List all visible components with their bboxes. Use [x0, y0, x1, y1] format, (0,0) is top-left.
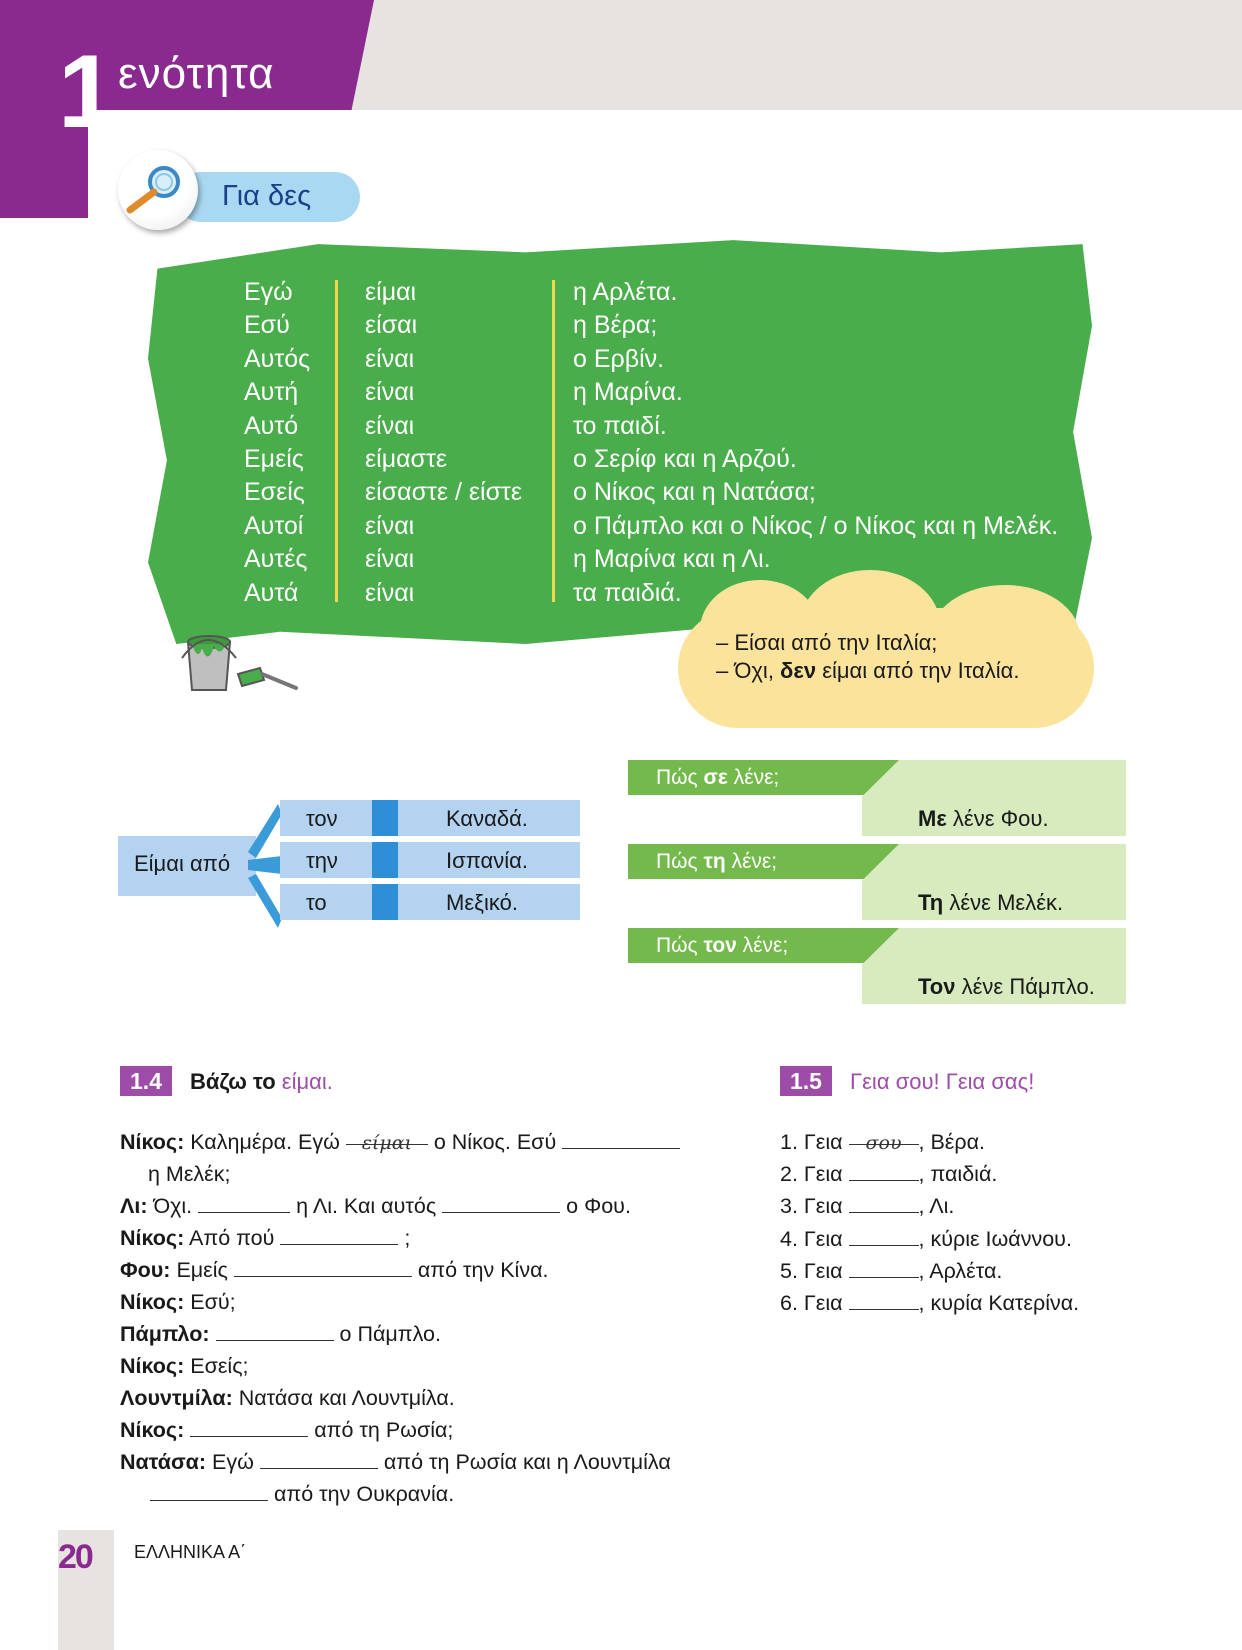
answer-blank[interactable] — [150, 1482, 268, 1501]
verb-form: είσαστε / είστε — [365, 478, 523, 507]
pronoun: Αυτό — [244, 411, 299, 440]
pronoun: Αυτή — [244, 378, 299, 407]
verb-form: είμαι — [365, 278, 417, 306]
greeting-item: 2. Γεια , παιδιά. — [780, 1162, 998, 1187]
answer-blank[interactable] — [198, 1194, 290, 1213]
question-text: Πώς τον λένε; — [656, 934, 789, 957]
origin-divider — [372, 800, 398, 836]
exercise-line: Νατάσα: Εγώ από τη Ρωσία και η Λουντμίλα — [120, 1450, 671, 1474]
pronoun: Αυτός — [244, 344, 311, 373]
subject-name: τα παιδιά. — [573, 578, 682, 607]
answer-text: Με λένε Φου. — [918, 806, 1049, 831]
origin-divider — [372, 884, 398, 920]
origin-country: Καναδά. — [446, 806, 528, 831]
exercise-line: Νίκος: Εσύ; — [120, 1290, 236, 1314]
answer-blank[interactable] — [190, 1418, 308, 1437]
subject-name: η Βέρα; — [573, 311, 658, 340]
exercise-line: από την Ουκρανία. — [150, 1478, 454, 1510]
subject-name: η Μαρίνα και η Λι. — [573, 545, 771, 574]
subject-name: το παιδί. — [573, 411, 667, 440]
subject-name: ο Σερίφ και η Αρζού. — [573, 445, 797, 473]
verb-form: είσαι — [365, 311, 418, 340]
answer-blank[interactable] — [849, 1291, 919, 1310]
pronoun: Εγώ — [244, 278, 293, 306]
exercise-line: η Μελέκ; — [148, 1162, 231, 1186]
greeting-item: 4. Γεια , κύριε Ιωάννου. — [780, 1226, 1072, 1251]
bubble-line-1: – Είσαι από την Ιταλία; — [716, 630, 938, 655]
answer-blank[interactable] — [849, 1194, 919, 1213]
column-divider — [335, 280, 338, 602]
answer-blank[interactable] — [260, 1450, 378, 1469]
pronoun: Εσύ — [244, 311, 290, 340]
exercise-number: 1.5 — [780, 1066, 832, 1096]
exercise-line: Νίκος: Εσείς; — [120, 1354, 249, 1378]
exercise-number: 1.4 — [120, 1066, 172, 1096]
pronoun: Εμείς — [244, 445, 304, 473]
exercise-title: Βάζω το είμαι. — [190, 1069, 333, 1094]
column-divider — [552, 280, 555, 602]
greeting-item: 3. Γεια , Λι. — [780, 1194, 955, 1219]
origin-country: Μεξικό. — [446, 890, 518, 915]
answer-blank[interactable] — [849, 1259, 919, 1278]
exercise-line: Λι: Όχι. η Λι. Και αυτός ο Φου. — [120, 1194, 631, 1218]
answer-blank[interactable] — [216, 1322, 334, 1341]
verb-form: είναι — [365, 511, 415, 540]
answer-blank[interactable] — [849, 1227, 919, 1246]
greeting-item: 5. Γεια , Αρλέτα. — [780, 1258, 1003, 1283]
greeting-item: 1. Γεια σου , Βέρα. — [780, 1126, 985, 1158]
pronoun: Αυτοί — [244, 511, 304, 540]
answer-blank[interactable] — [442, 1194, 560, 1213]
pronoun: Αυτά — [244, 578, 299, 607]
verb-form: είναι — [365, 578, 415, 607]
greeting-item: 6. Γεια , κυρία Κατερίνα. — [780, 1291, 1080, 1315]
exercise-line: Πάμπλο: ο Πάμπλο. — [120, 1322, 441, 1346]
exercise-line: Νίκος: Καλημέρα. Εγώ είμαι ο Νίκος. Εσύ — [120, 1126, 680, 1158]
subject-name: η Μαρίνα. — [573, 378, 683, 407]
verb-form: είναι — [365, 411, 415, 440]
section-title: Για δες — [222, 180, 312, 212]
question-text: Πώς σε λένε; — [656, 766, 780, 789]
magnifier-icon — [118, 150, 198, 230]
page-number: 20 — [58, 1538, 92, 1576]
answer-blank[interactable] — [234, 1258, 412, 1277]
unit-number: 1 — [58, 34, 116, 150]
question-text: Πώς τη λένε; — [656, 850, 778, 873]
origin-divider — [372, 842, 398, 878]
answer-text: Τη λένε Μελέκ. — [918, 890, 1064, 915]
branch-arrows — [248, 800, 282, 932]
verb-form: είναι — [365, 545, 415, 574]
exercise-line: Λουντμίλα: Νατάσα και Λουντμίλα. — [120, 1386, 455, 1410]
answer-text: Τον λένε Πάμπλο. — [918, 974, 1095, 999]
answer-blank[interactable] — [849, 1162, 919, 1181]
subject-name: η Αρλέτα. — [573, 278, 678, 306]
origin-article: την — [306, 848, 338, 873]
exercise-line: Νίκος: Από πού ; — [120, 1226, 411, 1250]
unit-title: ενότητα — [118, 49, 275, 98]
origin-stem: Είμαι από — [134, 851, 231, 876]
answer-blank[interactable] — [280, 1226, 398, 1245]
exercise-line: Φου: Εμείς από την Κίνα. — [120, 1258, 549, 1282]
bubble-line-2: – Όχι, δεν είμαι από την Ιταλία. — [716, 658, 1020, 683]
pronoun: Εσείς — [244, 478, 305, 507]
exercise-line: Νίκος: από τη Ρωσία; — [120, 1418, 454, 1442]
subject-name: ο Ερβίν. — [573, 344, 665, 373]
magnifier-badge — [118, 150, 198, 230]
subject-name: ο Πάμπλο και ο Νίκος / ο Νίκος και η Μελέκ. — [573, 511, 1059, 540]
paint-bucket-icon — [178, 628, 303, 698]
origin-article: το — [306, 890, 327, 915]
answer-blank[interactable] — [562, 1130, 680, 1149]
answer-blank[interactable]: σου — [849, 1126, 919, 1145]
verb-form: είναι — [365, 344, 415, 373]
book-title: ΕΛΛΗΝΙΚΑ Α΄ — [134, 1542, 247, 1562]
exercise-title: Γεια σου! Γεια σας! — [850, 1069, 1035, 1094]
pronoun: Αυτές — [244, 545, 308, 574]
answer-blank[interactable]: είμαι — [346, 1126, 428, 1145]
origin-article: τον — [306, 806, 338, 831]
verb-form: είμαστε — [365, 445, 448, 473]
subject-name: ο Νίκος και η Νατάσα; — [573, 478, 816, 507]
verb-form: είναι — [365, 378, 415, 407]
origin-country: Ισπανία. — [446, 848, 528, 873]
